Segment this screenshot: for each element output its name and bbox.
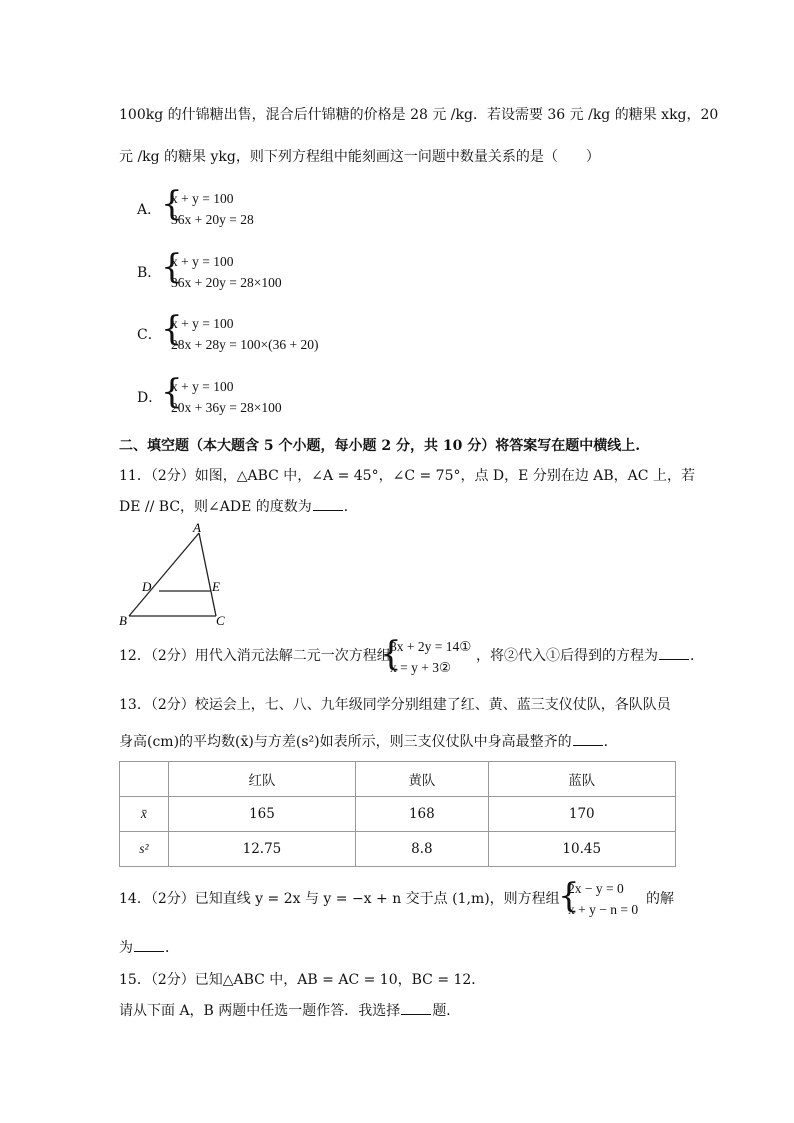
q12-suffix	[476, 646, 704, 666]
equation: 2x − y = 0	[568, 881, 624, 896]
option-d-system	[171, 376, 282, 418]
q11-text: DE // BC，则∠ADE 的度数为	[119, 499, 312, 515]
table-header: 红队	[168, 762, 355, 797]
q14-suffix: 的解	[646, 891, 674, 907]
q12-suffix-text: ，将②代入①后得到的方程为	[476, 648, 658, 664]
q13-line2	[119, 732, 618, 752]
label-e: E	[212, 579, 220, 594]
section-title: 二、填空题（本大题含 5 个小题，每小题 2 分，共 10 分）将答案写在题中横线上.	[119, 438, 641, 454]
table-cell: 10.45	[488, 832, 675, 867]
table-row	[120, 832, 676, 867]
brace-icon: {	[161, 184, 183, 224]
option-label: B．	[137, 265, 162, 281]
label-c: C	[216, 613, 225, 628]
table-row	[120, 797, 676, 832]
q12-end: ．	[690, 648, 704, 664]
table-cell	[120, 762, 169, 797]
option-label: D．	[137, 390, 163, 406]
equation: x + y = 100	[171, 316, 234, 331]
q13-end: ．	[603, 734, 618, 750]
q12-text: 12．（2分）用代入消元法解二元一次方程组	[119, 648, 391, 664]
table-header-row	[120, 762, 676, 797]
answer-blank	[134, 939, 164, 952]
equation: x + y = 100	[171, 254, 234, 269]
label-a: A	[193, 520, 201, 535]
answer-blank	[659, 647, 689, 660]
option-a-system	[171, 188, 254, 230]
table-cell: 165	[168, 797, 355, 832]
q14-line2	[119, 938, 179, 958]
q10-line2: 元 /kg 的糖果 ykg，则下列方程组中能刻画这一问题中数量关系的是（ ）	[119, 149, 600, 165]
q14-text: 14．（2分）已知直线 y = 2x 与 y = −x + n 交于点 (1,m)，则方程组	[119, 891, 560, 907]
side-ac	[199, 533, 216, 616]
q11-line2	[119, 497, 358, 517]
table-cell: 168	[356, 797, 488, 832]
table-cell: 170	[488, 797, 675, 832]
q15-line2	[119, 1001, 460, 1021]
q14-system	[568, 878, 638, 920]
q10-line1: 100kg 的什锦糖出售，混合后什锦糖的价格是 28 元 /kg．若设需要 36 元 /kg 的糖果 xkg，20	[119, 107, 719, 123]
q11-end: ．	[343, 499, 358, 515]
q15-text: 请从下面 A，B 两题中任选一题作答．我选择	[119, 1003, 401, 1019]
side-ab	[129, 533, 199, 616]
brace-icon: {	[161, 309, 183, 349]
table-header: 蓝队	[488, 762, 675, 797]
answer-blank	[313, 498, 343, 511]
label-b: B	[119, 613, 127, 628]
table-cell: 12.75	[168, 832, 355, 867]
equation: 28x + 28y = 100×(36 + 20)	[171, 337, 319, 352]
equation: 3x + 2y = 14①	[390, 639, 472, 654]
brace-icon: {	[558, 876, 580, 916]
equation: 36x + 20y = 28	[171, 212, 254, 227]
q13-line1: 13．（2分）校运会上，七、八、九年级同学分别组建了红、黄、蓝三支仪仗队，各队队员	[119, 697, 671, 713]
table-cell: 8.8	[356, 832, 488, 867]
triangle-figure	[115, 518, 235, 630]
equation: x + y = 100	[171, 191, 234, 206]
table-cell: s²	[120, 832, 169, 867]
equation: x = y + 3②	[390, 660, 452, 675]
option-c-system	[171, 313, 318, 355]
equation: 20x + 36y = 28×100	[171, 400, 282, 415]
answer-blank	[401, 1002, 431, 1015]
q11-line1: 11．（2分）如图，△ABC 中，∠A = 45°，∠C = 75°，点 D，E 分别在边 AB，AC 上，若	[119, 468, 695, 484]
option-label: A．	[137, 202, 162, 218]
brace-icon: {	[380, 634, 402, 674]
q14-end: ．	[165, 940, 179, 956]
option-b-system	[171, 251, 282, 293]
q15-end: 题．	[432, 1003, 461, 1019]
q13-text: 身高(cm)的平均数(x̄)与方差(s²)如表所示，则三支仪仗队中身高最整齐的	[119, 734, 572, 750]
equation: x + y − n = 0	[568, 902, 639, 917]
answer-blank	[573, 733, 603, 746]
equation: 36x + 20y = 28×100	[171, 275, 282, 290]
brace-icon: {	[161, 372, 183, 412]
q14-text2: 为	[119, 940, 133, 956]
label-d: D	[142, 579, 152, 594]
q15-line1: 15．（2分）已知△ABC 中，AB = AC = 10，BC = 12．	[119, 972, 486, 988]
q12-system	[390, 636, 471, 678]
table-cell: x̄	[120, 797, 169, 832]
brace-icon: {	[161, 247, 183, 287]
table-header: 黄队	[356, 762, 488, 797]
option-label: C．	[137, 327, 162, 343]
stats-table	[119, 761, 676, 867]
equation: x + y = 100	[171, 379, 234, 394]
